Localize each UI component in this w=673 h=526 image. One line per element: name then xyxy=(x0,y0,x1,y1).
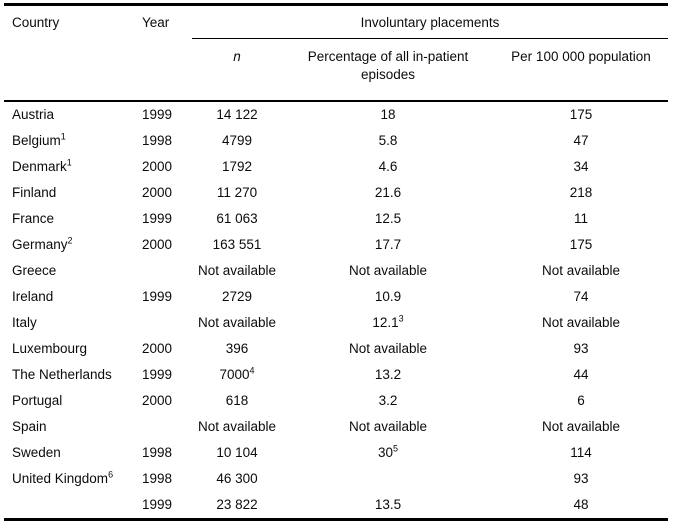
year-cell xyxy=(136,206,192,232)
per-population-value: Not available xyxy=(541,315,621,330)
percentage-cell xyxy=(282,466,494,492)
year-value: 1998 xyxy=(141,133,173,148)
per-population-value: 34 xyxy=(573,159,589,174)
per-population-value: Not available xyxy=(541,263,621,278)
country-name: Belgium xyxy=(12,133,61,148)
per-population-value: 114 xyxy=(570,445,592,460)
country-cell xyxy=(4,180,136,206)
year-cell xyxy=(136,180,192,206)
country-name: Luxembourg xyxy=(12,341,88,356)
country-footnote-marker: 2 xyxy=(67,235,73,246)
per-population-value: 48 xyxy=(573,497,589,512)
n-cell xyxy=(192,466,282,492)
n-cell xyxy=(192,101,282,128)
table-row xyxy=(4,284,668,310)
country-name: Italy xyxy=(12,315,37,330)
country-name: Austria xyxy=(12,107,55,122)
table-row xyxy=(4,232,668,258)
country-name: France xyxy=(12,211,55,226)
year-cell xyxy=(136,128,192,154)
percentage-cell xyxy=(282,440,494,466)
year-value: 2000 xyxy=(141,341,173,356)
country-cell xyxy=(4,440,136,466)
country-cell xyxy=(4,492,136,520)
n-value: 396 xyxy=(225,341,249,356)
percentage-footnote-marker: 3 xyxy=(398,313,404,324)
n-cell xyxy=(192,154,282,180)
percentage-value: 21.6 xyxy=(374,185,402,200)
per-population-cell xyxy=(494,101,668,128)
n-value: 23 822 xyxy=(216,497,258,512)
n-value: 163 551 xyxy=(212,237,262,252)
n-cell xyxy=(192,232,282,258)
per-population-cell xyxy=(494,388,668,414)
table-row xyxy=(4,206,668,232)
per-population-value: 6 xyxy=(577,393,585,408)
country-name: Finland xyxy=(12,185,57,200)
year-value: 1999 xyxy=(141,289,173,304)
year-value: 2000 xyxy=(141,393,173,408)
per-population-cell xyxy=(494,310,668,336)
header-year: Year xyxy=(136,5,192,102)
header-per-population: Per 100 000 population xyxy=(494,39,668,102)
table-header xyxy=(4,5,668,102)
per-population-cell xyxy=(494,180,668,206)
table-row xyxy=(4,440,668,466)
involuntary-placements-table xyxy=(4,3,668,521)
n-value: Not available xyxy=(197,419,277,434)
n-value: 2729 xyxy=(221,289,253,304)
year-value: 1999 xyxy=(141,211,173,226)
n-value: 61 063 xyxy=(216,211,258,226)
n-value: 7000 xyxy=(219,367,250,382)
percentage-cell xyxy=(282,101,494,128)
country-cell xyxy=(4,232,136,258)
per-population-cell xyxy=(494,492,668,520)
table-row xyxy=(4,466,668,492)
per-population-value: 74 xyxy=(573,289,589,304)
country-name: Greece xyxy=(12,263,57,278)
n-cell xyxy=(192,336,282,362)
per-population-cell xyxy=(494,362,668,388)
n-cell xyxy=(192,440,282,466)
per-population-value: 44 xyxy=(573,367,589,382)
country-footnote-marker: 6 xyxy=(108,469,114,480)
year-cell xyxy=(136,284,192,310)
percentage-value: 13.2 xyxy=(374,367,402,382)
per-population-cell xyxy=(494,284,668,310)
percentage-value: 30 xyxy=(377,445,393,460)
percentage-cell xyxy=(282,388,494,414)
percentage-cell xyxy=(282,180,494,206)
year-value: 2000 xyxy=(141,185,173,200)
per-population-value: 175 xyxy=(569,237,593,252)
year-value: 1999 xyxy=(141,107,173,122)
n-cell xyxy=(192,414,282,440)
year-cell xyxy=(136,310,192,336)
country-cell xyxy=(4,310,136,336)
per-population-value: 11 xyxy=(573,211,588,226)
country-name: The Netherlands xyxy=(12,367,112,382)
country-cell xyxy=(4,101,136,128)
percentage-value: 10.9 xyxy=(374,289,402,304)
percentage-cell xyxy=(282,414,494,440)
country-cell xyxy=(4,362,136,388)
country-name: Denmark xyxy=(12,159,67,174)
year-value: 2000 xyxy=(141,159,173,174)
per-population-value: 218 xyxy=(569,185,593,200)
year-cell xyxy=(136,466,192,492)
country-name: Sweden xyxy=(12,445,61,460)
n-value: 14 122 xyxy=(216,107,258,122)
table-row xyxy=(4,336,668,362)
country-name: Ireland xyxy=(12,289,54,304)
n-cell xyxy=(192,492,282,520)
percentage-cell xyxy=(282,336,494,362)
table-row xyxy=(4,154,668,180)
per-population-cell xyxy=(494,336,668,362)
percentage-cell xyxy=(282,206,494,232)
per-population-cell xyxy=(494,154,668,180)
n-cell xyxy=(192,310,282,336)
table-body xyxy=(4,101,668,520)
header-group xyxy=(192,5,668,39)
year-cell xyxy=(136,388,192,414)
year-cell xyxy=(136,362,192,388)
percentage-value: 5.8 xyxy=(378,133,398,148)
percentage-cell xyxy=(282,128,494,154)
country-footnote-marker: 1 xyxy=(66,157,72,168)
n-value: 618 xyxy=(225,393,249,408)
country-cell xyxy=(4,258,136,284)
country-cell xyxy=(4,284,136,310)
per-population-cell xyxy=(494,128,668,154)
percentage-cell xyxy=(282,232,494,258)
percentage-value: 12.5 xyxy=(374,211,402,226)
year-value: 1999 xyxy=(141,367,173,382)
year-cell xyxy=(136,336,192,362)
n-value: 4799 xyxy=(221,133,253,148)
n-cell xyxy=(192,258,282,284)
table-row xyxy=(4,180,668,206)
table-row xyxy=(4,101,668,128)
country-name: United Kingdom xyxy=(12,471,109,486)
per-population-cell xyxy=(494,466,668,492)
header-percentage: Percentage of all in-patient episodes xyxy=(282,39,494,102)
n-cell xyxy=(192,128,282,154)
country-cell xyxy=(4,128,136,154)
n-value: 46 300 xyxy=(216,471,258,486)
n-value: 10 104 xyxy=(216,445,258,460)
percentage-value: 17.7 xyxy=(374,237,402,252)
country-cell xyxy=(4,206,136,232)
table-row xyxy=(4,492,668,520)
country-cell xyxy=(4,336,136,362)
percentage-footnote-marker: 5 xyxy=(393,443,399,454)
per-population-cell xyxy=(494,414,668,440)
table-row xyxy=(4,128,668,154)
n-value: 11 270 xyxy=(216,185,258,200)
country-name: Spain xyxy=(12,419,47,434)
n-cell xyxy=(192,388,282,414)
percentage-cell xyxy=(282,310,494,336)
per-population-value: 47 xyxy=(573,133,589,148)
n-value: Not available xyxy=(197,315,277,330)
percentage-value: 12.1 xyxy=(372,315,399,330)
percentage-value: 18 xyxy=(380,107,396,122)
percentage-value: Not available xyxy=(348,263,428,278)
percentage-cell xyxy=(282,258,494,284)
percentage-cell xyxy=(282,284,494,310)
table-row xyxy=(4,414,668,440)
header-country: Country xyxy=(4,5,136,102)
percentage-value: 4.6 xyxy=(378,159,398,174)
per-population-cell xyxy=(494,258,668,284)
year-cell xyxy=(136,258,192,284)
percentage-value: Not available xyxy=(348,419,428,434)
table-row xyxy=(4,310,668,336)
year-value: 1998 xyxy=(141,445,173,460)
per-population-value: 93 xyxy=(573,471,589,486)
year-value: 2000 xyxy=(141,237,173,252)
n-value: Not available xyxy=(197,263,277,278)
percentage-value: 3.2 xyxy=(378,393,398,408)
percentage-cell xyxy=(282,492,494,520)
percentage-cell xyxy=(282,362,494,388)
table-row xyxy=(4,362,668,388)
per-population-cell xyxy=(494,440,668,466)
country-name: Germany xyxy=(12,237,68,252)
per-population-cell xyxy=(494,232,668,258)
country-cell xyxy=(4,414,136,440)
year-cell xyxy=(136,101,192,128)
n-cell xyxy=(192,206,282,232)
table-row xyxy=(4,258,668,284)
year-value: 1999 xyxy=(141,497,173,512)
country-cell xyxy=(4,388,136,414)
percentage-cell xyxy=(282,154,494,180)
header-row-group xyxy=(4,5,668,39)
year-cell xyxy=(136,440,192,466)
percentage-value: Not available xyxy=(348,341,428,356)
n-cell xyxy=(192,362,282,388)
year-cell xyxy=(136,414,192,440)
country-footnote-marker: 1 xyxy=(60,131,66,142)
country-cell xyxy=(4,154,136,180)
year-cell xyxy=(136,154,192,180)
per-population-value: 175 xyxy=(569,107,593,122)
per-population-cell xyxy=(494,206,668,232)
header-group-label: Involuntary placements xyxy=(360,15,500,30)
country-name: Portugal xyxy=(12,393,63,408)
year-cell xyxy=(136,232,192,258)
country-cell xyxy=(4,466,136,492)
percentage-value: 13.5 xyxy=(374,497,402,512)
n-cell xyxy=(192,180,282,206)
per-population-value: 93 xyxy=(573,341,589,356)
per-population-value: Not available xyxy=(541,419,621,434)
table-row xyxy=(4,388,668,414)
year-cell xyxy=(136,492,192,520)
n-cell xyxy=(192,284,282,310)
header-n: n xyxy=(192,39,282,102)
year-value: 1998 xyxy=(141,471,173,486)
n-footnote-marker: 4 xyxy=(249,365,255,376)
n-value: 1792 xyxy=(221,159,253,174)
